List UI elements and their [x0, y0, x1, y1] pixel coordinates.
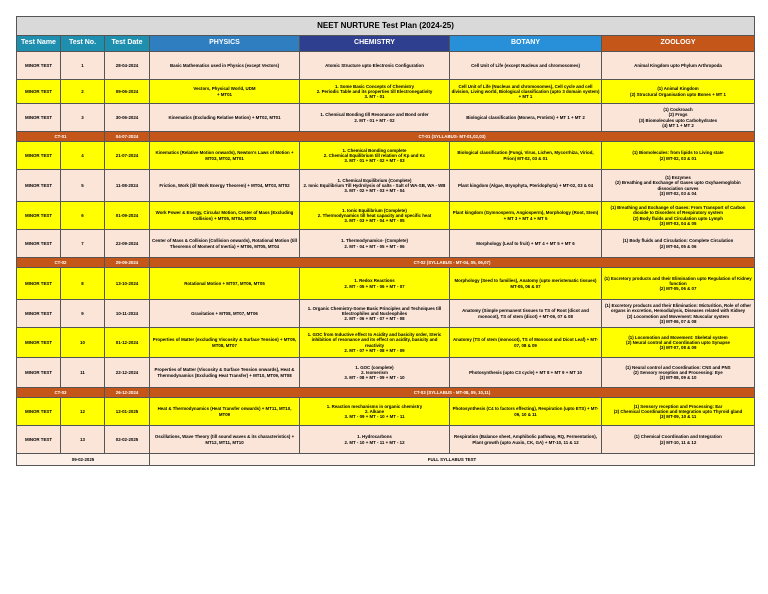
physics-syllabus-cell: Basic Mathematics used in Physics (except Vectors) [150, 52, 300, 80]
test-date-cell: 22-12-2024 [105, 358, 150, 388]
botany-syllabus-cell: Morphology (Leaf to fruit) + MT 4 + MT 5 + MT 6 [450, 230, 602, 258]
botany-syllabus-cell: Plant kingdom (Algae, Bryophyta, Pteridophyta) + MT-02, 03 & 04 [450, 170, 602, 202]
chemistry-syllabus-cell: 1. Ionic Equilibrium (Complete) 2. Thermodynamics till heat capacity and specific heat 3. MT - 03 + MT - 04 + MT - 05 [300, 202, 450, 230]
test-date-cell: 02-02-2025 [105, 426, 150, 454]
chemistry-syllabus-cell: 1. Redox Reactions 2. MT - 05 + MT - 06 + MT - 07 [300, 268, 450, 300]
test-row [17, 300, 755, 328]
header-test-no: Test No. [61, 36, 105, 52]
ct-name-cell: CT-03 [17, 388, 105, 398]
chemistry-syllabus-cell: 1. GOC from Inductive effect to Acidity and basicity order, Steric inhibition of resonance and its effect on acidity, basicity and reactivity 2. MT - 07 + MT - 08 + MT - 09 [300, 328, 450, 358]
test-number-cell: 10 [61, 328, 105, 358]
test-date-cell: 22-09-2024 [105, 230, 150, 258]
test-row [17, 328, 755, 358]
zoology-syllabus-cell: (1) Animal Kingdom (2) Structural Organisation upto Bones + MT 1 [602, 80, 755, 104]
test-plan-table [16, 16, 755, 466]
physics-syllabus-cell: Kinematics (Relative Motion onwards), Newton's Laws of Motion + MT03, MT02, MT01 [150, 142, 300, 170]
test-number-cell: 7 [61, 230, 105, 258]
test-name-cell: MINOR TEST [17, 80, 61, 104]
zoology-syllabus-cell: (1) Biomolecules: from lipids to Living state (2) MT-02, 03 & 01 [602, 142, 755, 170]
botany-syllabus-cell: Anatomy (TS of stem (monocot), TS of Monocot and Dicot Leaf) + MT-07, 08 & 09 [450, 328, 602, 358]
test-row [17, 202, 755, 230]
test-row [17, 426, 755, 454]
chemistry-syllabus-cell: 1. GOC (complete) 2. Isomerism 3. MT - 08 + MT - 09 + MT - 10 [300, 358, 450, 388]
chemistry-syllabus-cell: 1. Thermodynamics- (Complete) 2. MT - 04 + MT - 05 + MT - 06 [300, 230, 450, 258]
class-test-row [17, 132, 755, 142]
botany-syllabus-cell: Cell Unit of Life (except Nucleus and chromosomes) [450, 52, 602, 80]
physics-syllabus-cell: Work Power & Energy, Circular Motion, Center of Mass (Excluding Collision) + MT05, MT04, MT03 [150, 202, 300, 230]
test-row [17, 104, 755, 132]
test-row [17, 142, 755, 170]
test-date-cell: 30-06-2024 [105, 104, 150, 132]
test-name-cell: MINOR TEST [17, 426, 61, 454]
physics-syllabus-cell: Vectors, Physical World, UDM + MT01 [150, 80, 300, 104]
test-number-cell: 9 [61, 300, 105, 328]
test-number-cell: 8 [61, 268, 105, 300]
test-name-cell: MINOR TEST [17, 52, 61, 80]
test-row [17, 358, 755, 388]
test-date-cell: 01-09-2024 [105, 202, 150, 230]
ct-syllabus-cell: CT-01 (SYLLABUS- MT-01,02,03) [150, 132, 755, 142]
botany-syllabus-cell: Morphology (Seed to families), Anatomy (upto meristematic tissues) MT-05, 06 & 07 [450, 268, 602, 300]
zoology-syllabus-cell: (1) Excretory products and their Elimination upto Regulation of Kidney function (2) MT-05, 06 & 07 [602, 268, 755, 300]
final-syllabus-cell: FULL SYLLABUS TEST [150, 454, 755, 466]
chemistry-syllabus-cell: 1. Chemical Bonding till Resonance and Bond order 2. MT - 01 + MT - 02 [300, 104, 450, 132]
test-name-cell: MINOR TEST [17, 300, 61, 328]
botany-syllabus-cell: Respiration (Balance sheet, Amphibolic pathway, RQ, Fermentation), Plant growth (upto Auxin, CK, GA) + MT-10, 11 & 12 [450, 426, 602, 454]
chemistry-syllabus-cell: 1. Hydrocarbons 2. MT - 10 + MT - 11 + MT - 12 [300, 426, 450, 454]
test-number-cell: 1 [61, 52, 105, 80]
physics-syllabus-cell: Gravitation + MT08, MT07, MT06 [150, 300, 300, 328]
test-name-cell: MINOR TEST [17, 398, 61, 426]
test-date-cell: 09-06-2024 [105, 80, 150, 104]
test-number-cell: 6 [61, 202, 105, 230]
test-name-cell: MINOR TEST [17, 170, 61, 202]
test-number-cell: 12 [61, 398, 105, 426]
zoology-syllabus-cell: (1) Excretory products and their Elimination: Micturition, Role of other organs in excretion, Hemodialysis, Diseases related with Kidney (2) Locomotion and Movement: Muscular system (3) MT-06, 07 & 08 [602, 300, 755, 328]
class-test-row [17, 258, 755, 268]
chemistry-syllabus-cell: 1. Organic Chemistry-Some Basic Principles and Techniques till Electrophiles and Nucleophiles 2. MT - 06 + MT - 07 + MT - 08 [300, 300, 450, 328]
header-zoology: ZOOLOGY [602, 36, 755, 52]
header-botany: BOTANY [450, 36, 602, 52]
zoology-syllabus-cell: (1) Sensory reception and Processing: Ear (2) Chemical Coordination and Integration upto Thyroid gland (3) MT-09, 10 & 11 [602, 398, 755, 426]
test-name-cell: MINOR TEST [17, 358, 61, 388]
test-row [17, 398, 755, 426]
chemistry-syllabus-cell: 1. Chemical Bonding complete 2. Chemical Equilibrium till relation of Kp and Kc 3. MT - 01 + MT - 02 + MT - 03 [300, 142, 450, 170]
physics-syllabus-cell: Friction, Work (till Work Energy Theorem) + MT04, MT03, MT02 [150, 170, 300, 202]
physics-syllabus-cell: Oscillations, Wave Theory (till sound waves & its characteristics) + MT12, MT11, MT10 [150, 426, 300, 454]
test-number-cell: 5 [61, 170, 105, 202]
physics-syllabus-cell: Properties of Matter (excluding Viscosity & Surface Tension) + MT09, MT08, MT07 [150, 328, 300, 358]
chemistry-syllabus-cell: 1. Some Basic Concepts of Chemistry 2. Periodic Table and its properties till Electronegativity 3. MT - 01 [300, 80, 450, 104]
botany-syllabus-cell: Cell Unit of Life (Nucleus and chromosomes), Cell cycle and cell division, Living world, Biological classification (upto 3 domain system) + MT 1 [450, 80, 602, 104]
test-name-cell: MINOR TEST [17, 230, 61, 258]
test-name-cell: MINOR TEST [17, 268, 61, 300]
botany-syllabus-cell: Biological classification (Monera, Protists) + MT 1 + MT 2 [450, 104, 602, 132]
test-name-cell: MINOR TEST [17, 202, 61, 230]
chemistry-syllabus-cell: 1. Chemical Equilibrium (Complete) 2. Ionic Equilibrium Till Hydrolysis of salts - Salt of WA-SB, WA - WB 3. MT - 02 + MT - 03 + MT - 04 [300, 170, 450, 202]
ct-syllabus-cell: CT-02 (SYLLABUS - MT-04, 05, 06,07) [150, 258, 755, 268]
final-test-row [17, 454, 755, 466]
test-date-cell: 01-12-2024 [105, 328, 150, 358]
test-row [17, 230, 755, 258]
test-date-cell: 11-08-2024 [105, 170, 150, 202]
ct-date-cell: 26-12-2024 [105, 388, 150, 398]
header-chemistry: CHEMISTRY [300, 36, 450, 52]
zoology-syllabus-cell: (1) Chemical Coordination and Integration (2) MT-10, 11 & 12 [602, 426, 755, 454]
test-number-cell: 3 [61, 104, 105, 132]
test-name-cell: MINOR TEST [17, 142, 61, 170]
botany-syllabus-cell: Plant kingdom (Gymnosperm, Angiosperm), Morphology (Root, Stem) + MT 3 + MT 4 + MT 5 [450, 202, 602, 230]
botany-syllabus-cell: Photosynthesis (C4 to factors effecting), Respiration (upto ETS) + MT-09, 10 & 11 [450, 398, 602, 426]
botany-syllabus-cell: Biological classification (Fungi, Virus, Lichen, Mycorrhiza, Viriod, Prion) MT-02, 03 & 01 [450, 142, 602, 170]
zoology-syllabus-cell: (1) Body fluids and Circulation: Complete Circulation (2) MT-04, 05 & 06 [602, 230, 755, 258]
botany-syllabus-cell: Photosynthesis (upto C3 cycle) + MT 8 + MT 9 + MT 10 [450, 358, 602, 388]
header-test-date: Test Date [105, 36, 150, 52]
zoology-syllabus-cell: (1) Breathing and Exchange of Gases: From Transport of Carbon dioxide to Disorders of Respiratory system (2) Body fluids and Circulation upto Lymph (3) MT-03, 04 & 05 [602, 202, 755, 230]
zoology-syllabus-cell: (1) Locomotion and Movement: Skeletal system (2) Neural control and Coordination upto Synapse (3) MT-07, 08 & 09 [602, 328, 755, 358]
test-name-cell: MINOR TEST [17, 328, 61, 358]
test-row [17, 268, 755, 300]
test-number-cell: 2 [61, 80, 105, 104]
zoology-syllabus-cell: (1) Cockroach (2) Frogs (3) Biomolecules upto Carbohydrates (4) MT 1 + MT 2 [602, 104, 755, 132]
zoology-syllabus-cell: (1) Neural control and Coordination: CNS and PNS (2) Sensory reception and Processing: Eye (3) MT-08, 09 & 10 [602, 358, 755, 388]
test-plan-rows [17, 52, 755, 466]
class-test-row [17, 388, 755, 398]
physics-syllabus-cell: Rotational Motion + MT07, MT06, MT05 [150, 268, 300, 300]
ct-syllabus-cell: CT-03 (SYLLABUS - MT-08, 09, 10,11) [150, 388, 755, 398]
chemistry-syllabus-cell: 1. Reaction mechanisms in organic chemistry 2. Alkane 3. MT - 09 + MT - 10 + MT - 11 [300, 398, 450, 426]
ct-date-cell: 04-07-2024 [105, 132, 150, 142]
ct-date-cell: 29-09-2024 [105, 258, 150, 268]
test-date-cell: 21-07-2024 [105, 142, 150, 170]
test-date-cell: 28-04-2024 [105, 52, 150, 80]
test-number-cell: 4 [61, 142, 105, 170]
final-date-cell: 09-02-2025 [17, 454, 150, 466]
test-row [17, 80, 755, 104]
physics-syllabus-cell: Center of Mass & Collision (Collision onwards), Rotational Motion (till Theorems of Moment of Inertia) + MT06, MT05, MT04 [150, 230, 300, 258]
test-number-cell: 11 [61, 358, 105, 388]
test-row [17, 170, 755, 202]
header-test-name: Test Name [17, 36, 61, 52]
test-name-cell: MINOR TEST [17, 104, 61, 132]
page-title: NEET NURTURE Test Plan (2024-25) [17, 17, 755, 36]
botany-syllabus-cell: Anatomy (Simple permanent tissues to TS of Root (dicot and monocot), TS of stem (dicot) + MT-06, 07 & 08 [450, 300, 602, 328]
test-number-cell: 13 [61, 426, 105, 454]
physics-syllabus-cell: Heat & Thermodynamics (Heat Transfer onwards) + MT11, MT10, MT09 [150, 398, 300, 426]
test-row [17, 52, 755, 80]
header-physics: PHYSICS [150, 36, 300, 52]
test-date-cell: 10-11-2024 [105, 300, 150, 328]
test-date-cell: 13-10-2024 [105, 268, 150, 300]
test-date-cell: 12-01-2025 [105, 398, 150, 426]
chemistry-syllabus-cell: Atomic Structure upto Electronic Configuration [300, 52, 450, 80]
physics-syllabus-cell: Properties of Matter (Viscosity & Surface Tension onwards), Heat & Thermodynamics (Excluding Heat Transfer) + MT10, MT09, MT08 [150, 358, 300, 388]
zoology-syllabus-cell: (1) Enzymes (2) Breathing and Exchange of Gases upto Oxyhaemoglobin dissociation curves (3) MT-02, 03 & 04 [602, 170, 755, 202]
ct-name-cell: CT-01 [17, 132, 105, 142]
ct-name-cell: CT-02 [17, 258, 105, 268]
zoology-syllabus-cell: Animal Kingdom upto Phylum Arthropoda [602, 52, 755, 80]
physics-syllabus-cell: Kinematics (Excluding Relative Motion) + MT02, MT01 [150, 104, 300, 132]
